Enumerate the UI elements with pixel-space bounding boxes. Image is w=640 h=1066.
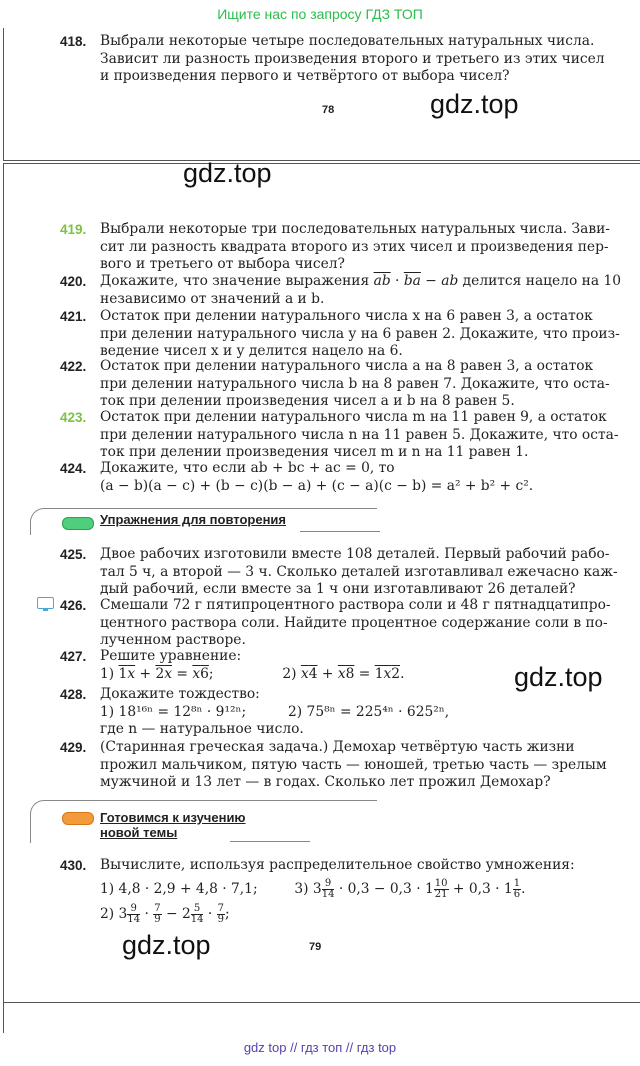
section-rule (230, 841, 310, 842)
section-header-new-topic (30, 800, 380, 846)
exercise-line: Двое рабочих изготовили вместе 108 деталей. Первый рабочий рабо- (100, 546, 610, 562)
exercise-text: Докажите, что значение выражения (100, 273, 374, 289)
exercise-line: Решите уравнение: (100, 648, 242, 664)
exercise-number: 425. (60, 547, 87, 562)
exercise-line: Зависит ли разность произведения второго и третьего из этих чисел (100, 50, 605, 67)
exercise-line: Докажите тождество: (100, 686, 260, 702)
exercise-number: 424. (60, 461, 87, 476)
exercise-number: 421. (60, 309, 87, 324)
exercise-429 (60, 739, 607, 792)
exercise-number: 419. (60, 222, 87, 237)
footer-links[interactable]: gdz top // гдз топ // гдз top (243, 1040, 397, 1055)
formula: $\overline{ba}$ (403, 273, 421, 289)
exercise-line: лученном растворе. (100, 632, 246, 649)
exercise-line: Выбрали некоторые три последовательных натуральных числа. Зави- (100, 221, 610, 237)
exercise-420: 420. Докажите, что значение выражения $\overline{ab} \cdot \overline{ba}$ − ab делится нацело на 10 независимо от значений a и b. (60, 273, 622, 307)
exercise-line: Смешали 72 г пятипроцентного раствора соли и 48 г пятнадцатипро- (100, 597, 611, 613)
exercise-422 (60, 358, 610, 411)
section-rule (300, 531, 380, 532)
formula: $\overline{ab}$ (373, 273, 391, 289)
exercise-line: (a − b)(a − c) + (b − c)(b − a) + (c − a)(c − b) = a² + b² + c². (100, 477, 534, 494)
exercise-line: ведение чисел x и y делится нацело на 6. (100, 343, 403, 360)
exercise-line: тал 5 ч, а второй — 3 ч. Сколько деталей изготавливал ежечасно каж- (100, 563, 618, 580)
page-number: 78 (322, 104, 335, 116)
exercise-line: (Старинная греческая задача.) Демохар четвёртую часть жизни (100, 739, 575, 755)
watermark: gdz.top (183, 158, 272, 188)
exercise-line: ток при делении произведения чисел a и b на 8 равен 5. (100, 393, 515, 410)
exercise-number: 427. (60, 649, 87, 664)
section-marker-icon (62, 812, 94, 825)
exercise-426 (60, 597, 611, 650)
exercise-number: 426. (60, 598, 87, 613)
exercise-line: прожил мальчиком, пятую часть — юношей, третью часть — зрелым (100, 756, 607, 773)
watermark: gdz.top (430, 89, 519, 119)
exercise-line: Вычислите, используя распределительное свойство умножения: (100, 857, 575, 873)
expression-3: 3) 3 $\frac{9}{14}$ · 0,3 − 0,3 · 1 $\frac{10}{21}$ + 0,3 · 1 $\frac{1}{6}$ . (294, 877, 526, 900)
exercise-line: Остаток при делении натурального числа m на 11 равен 9, а остаток (100, 409, 607, 425)
equation-2: 2) x4 + x8 = 1x2. (282, 665, 405, 682)
exercise-424 (60, 460, 588, 495)
exercise-427 (60, 648, 588, 683)
exercise-line: мужчиной и 13 лет — в годах. Сколько лет прожил Демохар? (100, 774, 551, 791)
exercise-number: 428. (60, 687, 87, 702)
exercise-line: вого и третьего от выбора чисел? (100, 256, 345, 273)
exercise-line: где n — натуральное число. (100, 721, 304, 738)
exercise-line: ток при делении произведения чисел m и n на 11 равен 1. (100, 444, 529, 461)
page-frame-bottom (3, 1003, 4, 1033)
identity-1: 1) 18¹⁶ⁿ = 12⁸ⁿ · 9¹²ⁿ; (100, 703, 247, 720)
watermark: gdz.top (514, 662, 603, 692)
expression-1: 1) 4,8 · 2,9 + 4,8 · 7,1; (100, 880, 258, 897)
exercise-number: 422. (60, 359, 87, 374)
exercise-419 (60, 221, 610, 274)
exercise-418 (60, 33, 605, 86)
section-header-repetition (30, 508, 380, 538)
exercise-line: дый рабочий, если вместе за 1 ч они изготавливают 26 деталей? (100, 581, 576, 598)
exercise-430 (60, 857, 588, 925)
section-title: Упражнения для повторения (100, 512, 287, 527)
exercise-line: Остаток при делении натурального числа x на 6 равен 3, а остаток (100, 308, 593, 324)
section-marker-icon (62, 517, 94, 530)
exercise-line: и произведения первого и четвёртого от выбора чисел? (100, 68, 510, 85)
exercise-line: при делении натурального числа b на 8 равен 7. Докажите, что оста- (100, 375, 610, 392)
exercise-number: 430. (60, 858, 87, 873)
exercise-number: 420. (60, 274, 87, 289)
exercise-number: 423. (60, 410, 87, 425)
exercise-line: сит ли разность квадрата второго из этих чисел и произведения пер- (100, 238, 609, 255)
exercise-number: 418. (60, 34, 87, 49)
equation-1: 1) 1x + 2x = x6; (100, 665, 214, 682)
exercise-line: при делении натурального числа n на 11 равен 5. Докажите, что оста- (100, 426, 619, 443)
page-number: 79 (309, 941, 322, 953)
watermark: gdz.top (122, 930, 211, 960)
exercise-line: при делении натурального числа y на 6 равен 2. Докажите, что произ- (100, 325, 620, 342)
formula: ab (441, 273, 459, 289)
section-title: Готовимся к изучению новой темы (100, 810, 246, 840)
top-banner[interactable]: Ищите нас по запросу ГДЗ ТОП (217, 6, 423, 22)
exercise-line: Остаток при делении натурального числа a на 8 равен 3, а остаток (100, 358, 594, 374)
exercise-line: независимо от значений a и b. (100, 290, 325, 307)
computer-screen-icon (37, 597, 54, 609)
exercise-423 (60, 409, 619, 462)
exercise-line: Докажите, что если ab + bc + ac = 0, то (100, 460, 395, 476)
exercise-428 (60, 686, 588, 739)
identity-2: 2) 75⁸ⁿ = 225⁴ⁿ · 625²ⁿ, (288, 703, 450, 720)
exercise-425 (60, 546, 618, 599)
exercise-line: центного раствора соли. Найдите процентное содержание соли в по- (100, 614, 608, 631)
exercise-line: Выбрали некоторые четыре последовательных натуральных числа. (100, 33, 595, 49)
exercise-421 (60, 308, 620, 361)
exercise-number: 429. (60, 740, 87, 755)
expression-2: 2) 3 $\frac{9}{14}$ · $\frac{7}{9}$ − 2 $\frac{5}{14}$ · $\frac{7}{9}$ ; (100, 902, 230, 925)
exercise-text: делится нацело на 10 (458, 273, 622, 289)
